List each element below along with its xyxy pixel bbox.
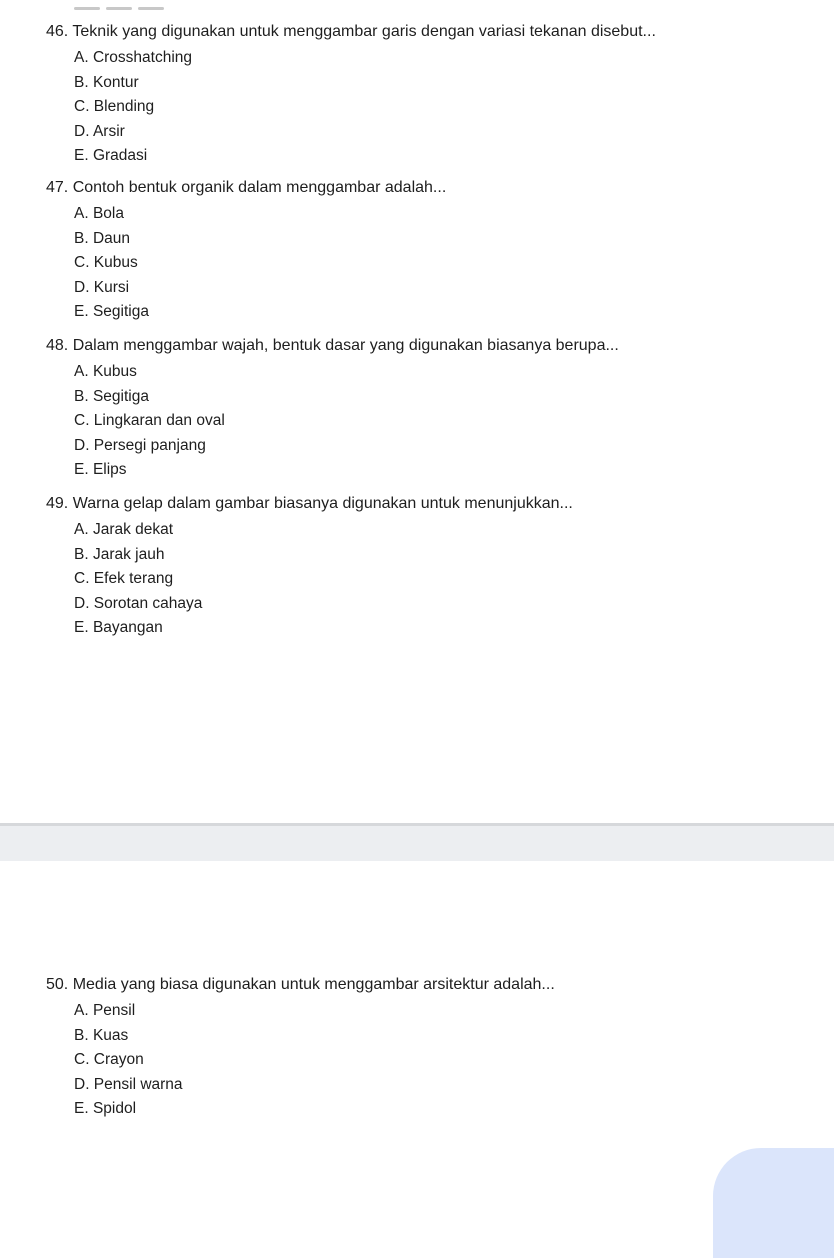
option-e: E. Spidol	[74, 1100, 137, 1117]
option-list	[74, 360, 806, 483]
option-list	[74, 46, 806, 169]
question-text: 48. Dalam menggambar wajah, bentuk dasar yang digunakan biasanya berupa...	[46, 337, 619, 354]
option-b: B. Kontur	[74, 73, 139, 91]
question-text: 49. Warna gelap dalam gambar biasanya digunakan untuk menunjukkan...	[46, 495, 573, 512]
question-49	[46, 494, 806, 641]
option-d: D. Arsir	[74, 122, 125, 140]
question-text: 50. Media yang biasa digunakan untuk menggambar arsitektur adalah...	[46, 976, 555, 993]
option-b: B. Kuas	[74, 1026, 129, 1044]
question-47	[46, 178, 806, 325]
document-page-2	[0, 861, 834, 1202]
option-c: C. Crayon	[74, 1051, 144, 1068]
option-b: B. Segitiga	[74, 387, 149, 405]
option-c: C. Kubus	[74, 254, 138, 271]
option-a: A. Jarak dekat	[74, 521, 174, 538]
option-list	[74, 518, 806, 641]
option-e: E. Bayangan	[74, 619, 163, 636]
option-c: C. Efek terang	[74, 570, 174, 587]
option-a: A. Bola	[74, 205, 124, 222]
option-list	[74, 999, 806, 1122]
page-separator	[0, 823, 834, 861]
option-e: E. Segitiga	[74, 303, 149, 320]
option-d: D. Sorotan cahaya	[74, 594, 203, 612]
option-c: C. Blending	[74, 98, 155, 115]
option-c: C. Lingkaran dan oval	[74, 412, 225, 429]
question-50	[46, 975, 806, 1122]
option-d: D. Pensil warna	[74, 1075, 183, 1093]
option-b: B. Daun	[74, 229, 131, 247]
option-d: D. Persegi panjang	[74, 436, 206, 454]
question-46	[46, 22, 806, 169]
option-b: B. Jarak jauh	[74, 545, 165, 563]
question-text: 46. Teknik yang digunakan untuk menggambar garis dengan variasi tekanan disebut...	[46, 23, 656, 40]
question-text: 47. Contoh bentuk organik dalam menggambar adalah...	[46, 179, 447, 196]
option-a: A. Pensil	[74, 1002, 136, 1019]
option-d: D. Kursi	[74, 278, 130, 296]
option-list	[74, 202, 806, 325]
option-e: E. Elips	[74, 461, 127, 478]
option-a: A. Kubus	[74, 363, 137, 380]
question-48	[46, 336, 806, 483]
option-a: A. Crosshatching	[74, 49, 193, 66]
previous-line-fragment	[74, 0, 194, 3]
option-e: E. Gradasi	[74, 147, 148, 164]
floating-action-button[interactable]	[713, 1148, 834, 1258]
